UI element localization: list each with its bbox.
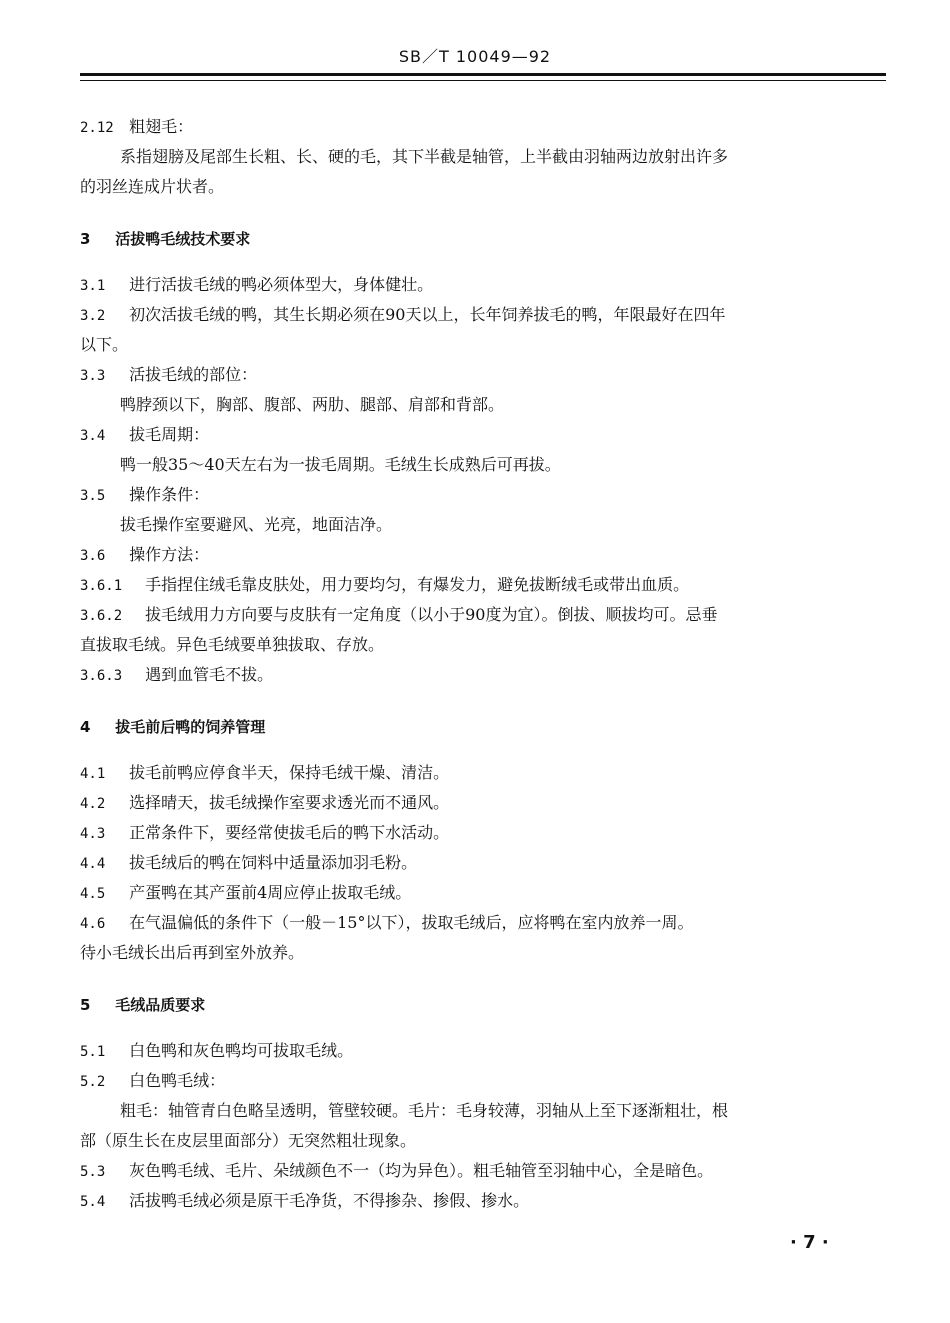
clause-5-2-text-cont: 部（原生长在皮层里面部分）无突然粗壮现象。 <box>80 1131 417 1150</box>
clause-text: 拔毛前鸭应停食半天，保持毛绒干燥、清洁。 <box>129 763 450 782</box>
clause-number: 5.2 <box>80 1074 106 1090</box>
document-body <box>80 112 890 1216</box>
clause-title: 白色鸭毛绒： <box>129 1071 226 1090</box>
standard-code-header: SB／T 10049—92 <box>398 47 552 66</box>
clause-text: 产蛋鸭在其产蛋前4周应停止拔取毛绒。 <box>129 883 412 902</box>
clause-text: 白色鸭和灰色鸭均可拔取毛绒。 <box>129 1041 354 1060</box>
header-rule-thick <box>80 73 886 76</box>
clause-4-4 <box>80 848 890 878</box>
clause-number: 3.6.1 <box>80 578 123 594</box>
clause-text: 遇到血管毛不拔。 <box>145 665 274 684</box>
section-title: 活拔鸭毛绒技术要求 <box>115 230 251 248</box>
section-3-heading <box>80 224 890 254</box>
clause-5-2 <box>80 1066 890 1096</box>
clause-number: 4.1 <box>80 766 106 782</box>
clause-5-4 <box>80 1186 890 1216</box>
clause-text: 进行活拔毛绒的鸭必须体型大，身体健壮。 <box>129 275 434 294</box>
clause-3-6-2-cont: 直拔取毛绒。异色毛绒要单独拔取、存放。 <box>80 635 385 654</box>
clause-title: 操作方法： <box>129 545 210 564</box>
clause-3-4-text: 鸭一般35～40天左右为一拔毛周期。毛绒生长成熟后可再拔。 <box>120 455 561 474</box>
clause-4-3 <box>80 818 890 848</box>
clause-number: 3.1 <box>80 278 106 294</box>
section-number: 4 <box>80 718 91 736</box>
clause-text: 手指捏住绒毛靠皮肤处，用力要均匀，有爆发力，避免拔断绒毛或带出血质。 <box>145 575 690 594</box>
header-rule-thin <box>80 80 886 81</box>
clause-title: 操作条件： <box>129 485 210 504</box>
clause-3-3-text: 鸭脖颈以下，胸部、腹部、两肋、腿部、肩部和背部。 <box>120 395 505 414</box>
clause-text: 拔毛绒用力方向要与皮肤有一定角度（以小于90度为宜）。倒拔、顺拔均可。忌垂 <box>145 605 718 624</box>
clause-number: 4.6 <box>80 916 106 932</box>
clause-title: 拔毛周期： <box>129 425 210 444</box>
clause-2-12-text: 系指翅膀及尾部生长粗、长、硬的毛，其下半截是轴管，上半截由羽轴两边放射出许多 <box>120 147 729 166</box>
clause-text: 初次活拔毛绒的鸭，其生长期必须在90天以上，长年饲养拔毛的鸭，年限最好在四年 <box>129 305 726 324</box>
clause-number: 3.5 <box>80 488 106 504</box>
clause-number: 4.5 <box>80 886 106 902</box>
clause-4-1 <box>80 758 890 788</box>
clause-3-5 <box>80 480 890 510</box>
clause-number: 3.4 <box>80 428 106 444</box>
clause-3-2 <box>80 300 890 330</box>
clause-number: 5.3 <box>80 1164 106 1180</box>
clause-number: 5.4 <box>80 1194 106 1210</box>
clause-number: 3.6.3 <box>80 668 123 684</box>
clause-3-2-cont: 以下。 <box>80 335 129 354</box>
clause-text: 拔毛绒后的鸭在饲料中适量添加羽毛粉。 <box>129 853 418 872</box>
clause-title: 活拔毛绒的部位： <box>129 365 258 384</box>
clause-number: 3.3 <box>80 368 106 384</box>
clause-number: 4.2 <box>80 796 106 812</box>
section-number: 5 <box>80 996 91 1014</box>
clause-number: 5.1 <box>80 1044 106 1060</box>
clause-3-6-1 <box>80 570 890 600</box>
section-number: 3 <box>80 230 91 248</box>
clause-3-6 <box>80 540 890 570</box>
page-number: · 7 · <box>790 1232 829 1253</box>
section-title: 拔毛前后鸭的饲养管理 <box>115 718 266 736</box>
clause-3-6-2 <box>80 600 890 630</box>
clause-number: 2.12 <box>80 120 114 136</box>
clause-5-3 <box>80 1156 890 1186</box>
clause-2-12-heading <box>80 112 890 142</box>
clause-text: 正常条件下，要经常使拔毛后的鸭下水活动。 <box>129 823 450 842</box>
clause-text: 灰色鸭毛绒、毛片、朵绒颜色不一（均为异色）。粗毛轴管至羽轴中心，全是暗色。 <box>129 1161 714 1180</box>
clause-title: 粗翅毛： <box>129 117 194 136</box>
clause-number: 3.6.2 <box>80 608 123 624</box>
section-title: 毛绒品质要求 <box>115 996 206 1014</box>
clause-3-4 <box>80 420 890 450</box>
section-4-heading <box>80 712 890 742</box>
clause-4-6 <box>80 908 890 938</box>
clause-text: 选择晴天，拔毛绒操作室要求透光而不通风。 <box>129 793 450 812</box>
clause-3-5-text: 拔毛操作室要避风、光亮，地面洁净。 <box>120 515 393 534</box>
clause-number: 4.3 <box>80 826 106 842</box>
clause-5-2-text: 粗毛：轴管青白色略呈透明，管壁较硬。毛片：毛身较薄，羽轴从上至下逐渐粗壮，根 <box>120 1101 729 1120</box>
section-5-heading <box>80 990 890 1020</box>
clause-4-5 <box>80 878 890 908</box>
clause-number: 4.4 <box>80 856 106 872</box>
clause-3-6-3 <box>80 660 890 690</box>
clause-3-1 <box>80 270 890 300</box>
clause-2-12-text-cont: 的羽丝连成片状者。 <box>80 177 225 196</box>
clause-4-2 <box>80 788 890 818</box>
clause-text: 在气温偏低的条件下（一般－15°以下），拔取毛绒后，应将鸭在室内放养一周。 <box>129 913 694 932</box>
clause-text: 活拔鸭毛绒必须是原干毛净货，不得掺杂、掺假、掺水。 <box>129 1191 530 1210</box>
clause-4-6-cont: 待小毛绒长出后再到室外放养。 <box>80 943 305 962</box>
clause-number: 3.2 <box>80 308 106 324</box>
clause-3-3 <box>80 360 890 390</box>
clause-number: 3.6 <box>80 548 106 564</box>
clause-5-1 <box>80 1036 890 1066</box>
